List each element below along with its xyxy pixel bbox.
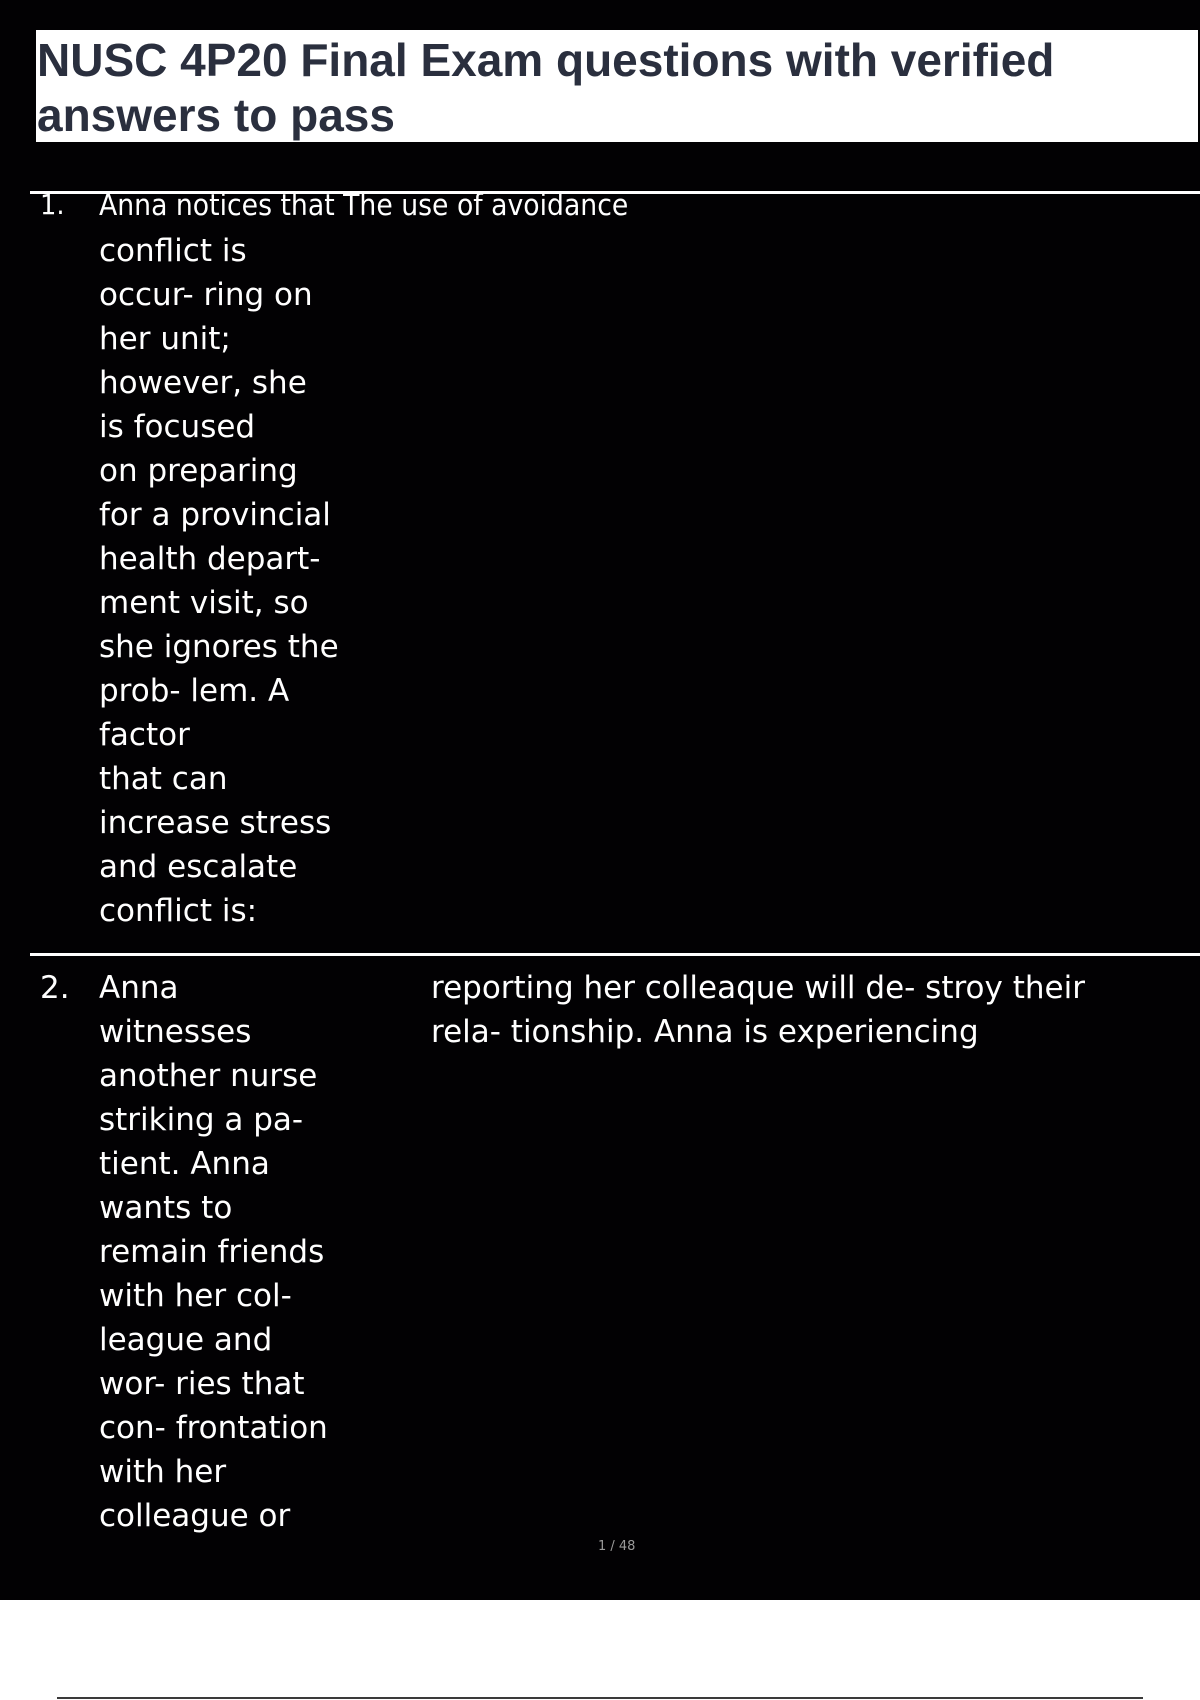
question-number: 1. (40, 188, 65, 221)
footer-divider (57, 1697, 1143, 1699)
question-text-line: rela- tionship. Anna is experiencing (431, 1014, 979, 1050)
question-text-line: wor- ries that (99, 1366, 305, 1402)
question-text-line: wants to (99, 1190, 233, 1226)
question-text-line: con- frontation (99, 1410, 328, 1446)
document-title: NUSC 4P20 Final Exam questions with verified answers to pass (37, 34, 1055, 141)
question-text-line: health depart- (99, 541, 321, 577)
question-text-line: another nurse (99, 1058, 318, 1094)
question-2-text-left (99, 966, 399, 1538)
question-text-line: remain friends (99, 1234, 325, 1270)
question-text-line: striking a pa- (99, 1102, 304, 1138)
question-text-line: with her col- (99, 1278, 292, 1314)
page-indicator: 1 / 48 (598, 1539, 636, 1554)
question-number: 2. (40, 970, 70, 1006)
title-banner (36, 30, 1198, 142)
question-text-line: conflict is (99, 233, 247, 269)
question-text-line: conflict is: (99, 893, 258, 929)
question-text-line: witnesses (99, 1014, 252, 1050)
question-text-line: with her (99, 1454, 227, 1490)
question-text-line: on preparing (99, 453, 298, 489)
question-text-line: ment visit, so (99, 585, 309, 621)
question-divider (30, 953, 1200, 956)
question-text-line: is focused (99, 409, 256, 445)
question-text-line: reporting her colleaque will de- stroy their (431, 970, 1085, 1006)
question-2-text-right (431, 966, 1191, 1054)
question-text-line: her unit; (99, 321, 231, 357)
question-text-line: however, she (99, 365, 307, 401)
question-text-line: and escalate (99, 849, 298, 885)
question-text-line: she ignores the (99, 629, 339, 665)
question-text-line: Anna (99, 970, 179, 1006)
question-text-line: league and (99, 1322, 273, 1358)
question-text-line: colleague or (99, 1498, 291, 1534)
question-text-line: prob- lem. A (99, 673, 290, 709)
question-text-line: factor (99, 717, 190, 753)
question-text-line: tient. Anna (99, 1146, 270, 1182)
question-text-line: that can (99, 761, 228, 797)
question-text-line: increase stress (99, 805, 332, 841)
question-first-line: Anna notices that The use of avoidance (99, 188, 629, 222)
question-1-text (99, 229, 389, 933)
question-text-line: for a provincial (99, 497, 331, 533)
question-text-line: occur- ring on (99, 277, 313, 313)
